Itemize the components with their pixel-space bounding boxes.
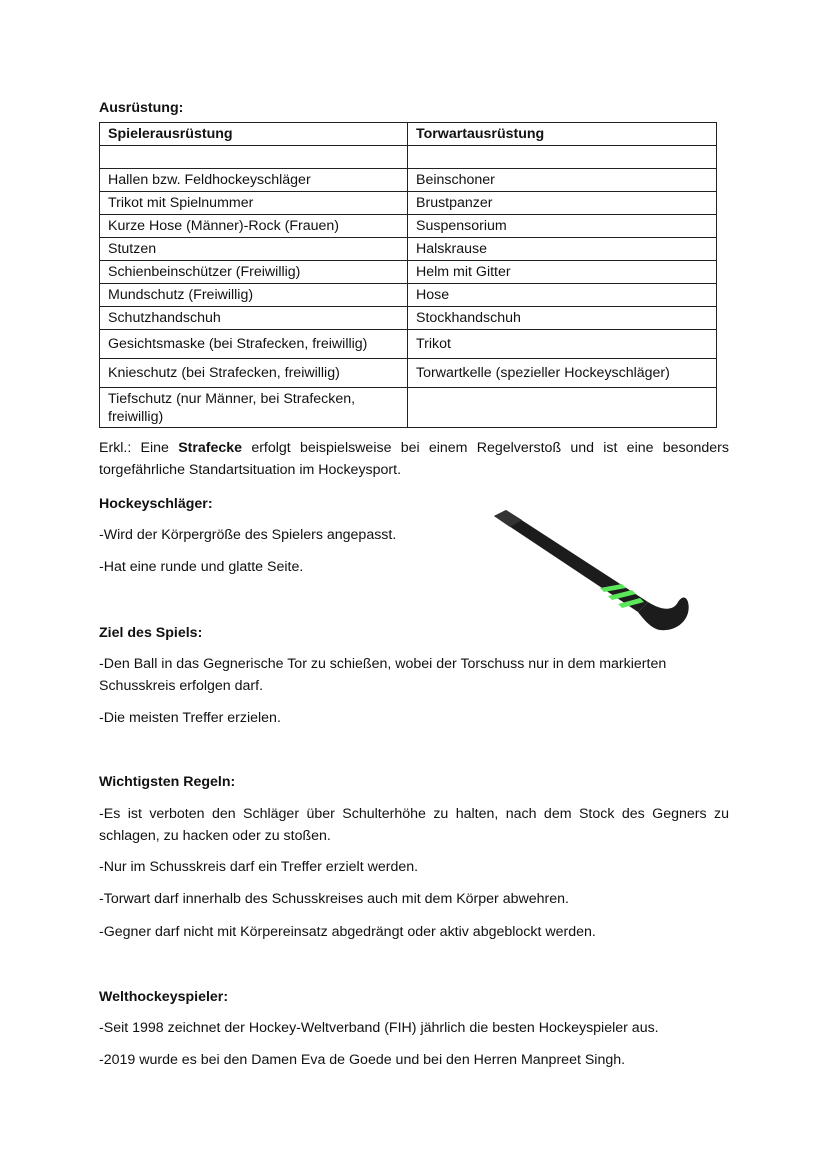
table-cell: Kurze Hose (Männer)-Rock (Frauen) <box>100 215 408 238</box>
table-row <box>100 169 717 192</box>
table-cell: Suspensorium <box>408 215 717 238</box>
table-header-row <box>100 123 717 146</box>
explanation-suffix: erfolgt beispielsweise bei einem Regelverstoß und ist eine besonders torgefährliche Standartsituation im Hockeysport. <box>99 440 729 478</box>
hockeystick-heading: Hockeyschläger: <box>99 496 213 512</box>
table-cell <box>408 388 717 428</box>
table-cell: Trikot <box>408 330 717 359</box>
table-cell: Gesichtsmaske (bei Strafecken, freiwillig) <box>100 330 408 359</box>
table-cell: Mundschutz (Freiwillig) <box>100 284 408 307</box>
column-header-goalkeeper: Torwartausrüstung <box>408 123 717 146</box>
rules-line-4: -Gegner darf nicht mit Körpereinsatz abgedrängt oder aktiv abgeblockt werden. <box>99 924 596 940</box>
table-cell: Trikot mit Spielnummer <box>100 192 408 215</box>
table-row <box>100 307 717 330</box>
goal-heading: Ziel des Spiels: <box>99 625 203 641</box>
hockey-stick-image <box>488 504 698 634</box>
table-cell: Hallen bzw. Feldhockeyschläger <box>100 169 408 192</box>
players-heading: Welthockeyspieler: <box>99 989 229 1005</box>
table-cell: Helm mit Gitter <box>408 261 717 284</box>
table-cell: Schutzhandschuh <box>100 307 408 330</box>
table-row <box>100 215 717 238</box>
rules-line-1: -Es ist verboten den Schläger über Schulterhöhe zu halten, nach dem Stock des Gegners zu schlagen, zu hacken oder zu stoßen. <box>99 806 729 844</box>
table-row <box>100 359 717 388</box>
table-cell: Tiefschutz (nur Männer, bei Strafecken, freiwillig) <box>100 388 408 428</box>
goal-line-1: -Den Ball in das Gegnerische Tor zu schießen, wobei der Torschuss nur in dem markierten Schusskreis erfolgen darf. <box>99 656 667 694</box>
table-cell: Halskrause <box>408 238 717 261</box>
table-cell: Brustpanzer <box>408 192 717 215</box>
table-cell: Stockhandschuh <box>408 307 717 330</box>
table-cell: Knieschutz (bei Strafecken, freiwillig) <box>100 359 408 388</box>
table-row <box>100 238 717 261</box>
players-line-1: -Seit 1998 zeichnet der Hockey-Weltverband (FIH) jährlich die besten Hockeyspieler aus. <box>99 1020 659 1036</box>
table-cell: Beinschoner <box>408 169 717 192</box>
table-row <box>100 284 717 307</box>
players-line-2: -2019 wurde es bei den Damen Eva de Goede und bei den Herren Manpreet Singh. <box>99 1052 626 1068</box>
column-header-player: Spielerausrüstung <box>100 123 408 146</box>
table-cell: Hose <box>408 284 717 307</box>
table-cell <box>408 146 717 169</box>
rules-line-3: -Torwart darf innerhalb des Schusskreises auch mit dem Körper abwehren. <box>99 891 569 907</box>
table-cell: Stutzen <box>100 238 408 261</box>
explanation-prefix: Erkl.: Eine <box>99 440 179 456</box>
hockeystick-line-2: -Hat eine runde und glatte Seite. <box>99 559 304 575</box>
table-row <box>100 388 717 428</box>
rules-heading: Wichtigsten Regeln: <box>99 774 236 790</box>
rules-line-2: -Nur im Schusskreis darf ein Treffer erzielt werden. <box>99 859 419 875</box>
hockeystick-line-1: -Wird der Körpergröße des Spielers angepasst. <box>99 527 397 543</box>
equipment-heading: Ausrüstung: <box>99 100 184 116</box>
goal-line-2: -Die meisten Treffer erzielen. <box>99 710 281 726</box>
explanation-paragraph <box>99 437 729 481</box>
table-row <box>100 146 717 169</box>
table-cell: Torwartkelle (spezieller Hockeyschläger) <box>408 359 717 388</box>
explanation-term: Strafecke <box>178 440 243 456</box>
table-row <box>100 192 717 215</box>
table-row <box>100 261 717 284</box>
table-row <box>100 330 717 359</box>
table-cell <box>100 146 408 169</box>
table-cell: Schienbeinschützer (Freiwillig) <box>100 261 408 284</box>
equipment-table <box>99 122 717 428</box>
